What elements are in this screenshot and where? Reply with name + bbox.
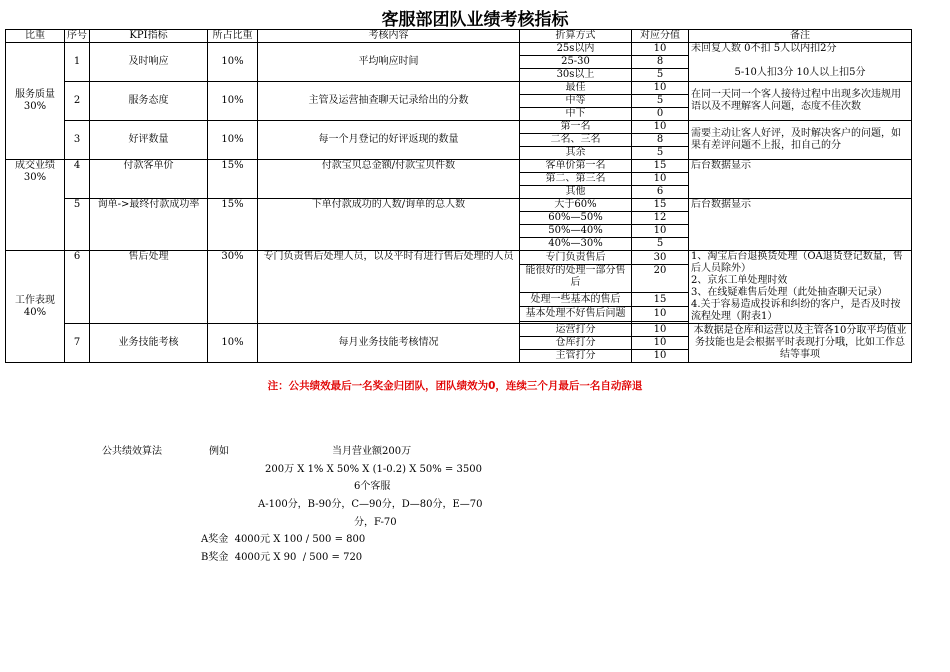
table-row — [6, 324, 912, 337]
row-no: 2 — [65, 82, 90, 121]
remark-cell: 需要主动让客人好评，及时解决客户的问题，如果有差评问题不上报，扣自己的分 — [689, 121, 912, 160]
calc-revenue: 当月营业额200万 — [332, 446, 412, 457]
group-weight: 30% — [23, 172, 47, 183]
method-cell: 处理一些基本的售后 — [520, 293, 632, 307]
remark-line: 未回复人数 0不扣 5人以内扣2分 — [691, 43, 837, 54]
kpi-table — [5, 29, 912, 363]
score-cell: 20 — [632, 265, 689, 293]
group-name: 工作表现 — [15, 294, 55, 306]
remark-cell — [689, 251, 912, 324]
table-header-row — [6, 30, 912, 43]
score-cell: 6 — [632, 186, 689, 199]
method-cell: 中下 — [520, 108, 632, 121]
score-cell: 10 — [632, 350, 689, 363]
score-cell: 10 — [632, 121, 689, 134]
method-cell: 50%—40% — [520, 225, 632, 238]
row-kpi: 业务技能考核 — [90, 324, 208, 363]
calc-label: 公共绩效算法 — [102, 446, 162, 457]
method-cell: 其他 — [520, 186, 632, 199]
score-cell: 8 — [632, 134, 689, 147]
remark-cell: 本数据是仓库和运营以及主管各10分取平均值业务技能也是会根据平时表现打分哦，比如工作总结等事项 — [689, 324, 912, 363]
method-cell: 最佳 — [520, 82, 632, 95]
row-ratio: 10% — [208, 82, 258, 121]
score-cell: 5 — [632, 95, 689, 108]
row-ratio: 15% — [208, 160, 258, 199]
row-kpi: 及时响应 — [90, 43, 208, 82]
score-cell: 10 — [632, 82, 689, 95]
row-kpi: 售后处理 — [90, 251, 208, 324]
calc-bonus-a: A奖金 4000元 X 100 / 500 = 800 — [201, 534, 366, 545]
row-content: 主管及运营抽查聊天记录给出的分数 — [258, 82, 520, 121]
group-cell — [6, 43, 65, 160]
row-no: 6 — [65, 251, 90, 324]
score-cell: 5 — [632, 69, 689, 82]
table-row — [6, 251, 912, 265]
group-name: 成交业绩 — [15, 160, 55, 171]
table-row — [6, 199, 912, 212]
calc-grades-line2: 分，F-70 — [354, 517, 397, 528]
calc-bonus-b: B奖金 4000元 X 90 / 500 = 720 — [201, 552, 363, 563]
score-cell: 5 — [632, 147, 689, 160]
score-cell: 10 — [632, 324, 689, 337]
group-weight: 30% — [23, 101, 47, 112]
row-no: 5 — [65, 199, 90, 251]
header-content: 考核内容 — [258, 30, 520, 43]
score-cell: 0 — [632, 108, 689, 121]
method-cell: 客单价第一名 — [520, 160, 632, 173]
warning-note: 注：公共绩效最后一名奖金归团队，团队绩效为0，连续三个月最后一名自动辞退 — [267, 380, 643, 392]
table-row — [6, 160, 912, 173]
method-cell: 第一名 — [520, 121, 632, 134]
score-cell: 15 — [632, 160, 689, 173]
remark-cell: 后台数据显示 — [689, 160, 912, 199]
row-no: 7 — [65, 324, 90, 363]
score-cell: 15 — [632, 199, 689, 212]
group-cell — [6, 160, 65, 251]
row-ratio: 10% — [208, 324, 258, 363]
method-cell: 能很好的处理一部分售后 — [520, 265, 632, 293]
header-ratio: 所占比重 — [208, 30, 258, 43]
method-cell: 中等 — [520, 95, 632, 108]
row-content: 专门负责售后处理人员，以及平时有进行售后处理的人员 — [258, 251, 520, 324]
remark-line: 1、淘宝后台退换货处理（OA退货登记数量，售后人员除外） — [691, 251, 903, 274]
row-content: 每月业务技能考核情况 — [258, 324, 520, 363]
row-kpi: 付款客单价 — [90, 160, 208, 199]
row-content: 每一个月登记的好评返现的数量 — [258, 121, 520, 160]
row-content: 付款宝贝总金额/付款宝贝件数 — [258, 160, 520, 199]
remark-line: 2、京东工单处理时效 — [691, 275, 788, 286]
method-cell: 二名、三名 — [520, 134, 632, 147]
score-cell: 12 — [632, 212, 689, 225]
row-no: 4 — [65, 160, 90, 199]
method-cell: 主管打分 — [520, 350, 632, 363]
remark-cell: 后台数据显示 — [689, 199, 912, 251]
table-row — [6, 121, 912, 134]
header-kpi: KPI指标 — [90, 30, 208, 43]
row-ratio: 10% — [208, 121, 258, 160]
header-remark: 备注 — [689, 30, 912, 43]
remark-line: 3、在线疑难售后处理（此处抽查聊天记录） — [691, 287, 888, 298]
score-cell: 10 — [632, 307, 689, 321]
method-cell: 30s以上 — [520, 69, 632, 82]
method-cell: 专门负责售后 — [520, 251, 632, 265]
calc-grades-line1: A-100分，B-90分，C—90分，D—80分，E—70 — [258, 499, 483, 510]
method-cell: 其余 — [520, 147, 632, 160]
row-content: 下单付款成功的人数/询单的总人数 — [258, 199, 520, 251]
row-ratio: 30% — [208, 251, 258, 324]
remark-line: 5-10人扣3分 10人以上扣5分 — [734, 67, 866, 78]
score-cell: 5 — [632, 238, 689, 251]
header-no: 序号 — [65, 30, 90, 43]
group-name: 服务质量 — [15, 89, 55, 100]
calc-staff: 6个客服 — [354, 481, 391, 492]
method-cell: 25-30 — [520, 56, 632, 69]
row-kpi: 好评数量 — [90, 121, 208, 160]
method-cell: 第二、第三名 — [520, 173, 632, 186]
page-title: 客服部团队业绩考核指标 — [381, 10, 569, 30]
score-cell: 10 — [632, 225, 689, 238]
header-method: 折算方式 — [520, 30, 632, 43]
remark-line: 4.关于容易造成投诉和纠纷的客户，是否及时按流程处理（附表1） — [691, 299, 901, 322]
row-kpi: 询单->最终付款成功率 — [90, 199, 208, 251]
group-cell — [6, 251, 65, 363]
row-ratio: 10% — [208, 43, 258, 82]
remark-cell: 在同一天同一个客人接待过程中出现多次违规用语以及不理解客人问题，态度不佳次数 — [689, 82, 912, 121]
method-cell: 40%—30% — [520, 238, 632, 251]
table-row — [6, 43, 912, 56]
header-weight: 比重 — [6, 30, 65, 43]
score-cell: 8 — [632, 56, 689, 69]
row-ratio: 15% — [208, 199, 258, 251]
method-cell: 仓库打分 — [520, 337, 632, 350]
calc-example-label: 例如 — [209, 446, 229, 457]
method-cell: 25s以内 — [520, 43, 632, 56]
table-row — [6, 82, 912, 95]
header-score: 对应分值 — [632, 30, 689, 43]
score-cell: 10 — [632, 173, 689, 186]
score-cell: 15 — [632, 293, 689, 307]
method-cell: 大于60% — [520, 199, 632, 212]
method-cell: 运营打分 — [520, 324, 632, 337]
score-cell: 30 — [632, 251, 689, 265]
row-no: 3 — [65, 121, 90, 160]
method-cell: 基本处理不好售后问题 — [520, 307, 632, 321]
score-cell: 10 — [632, 337, 689, 350]
score-cell: 10 — [632, 43, 689, 56]
row-content: 平均响应时间 — [258, 43, 520, 82]
row-no: 1 — [65, 43, 90, 82]
calc-formula: 200万 X 1% X 50% X (1-0.2) X 50% = 3500 — [265, 464, 482, 475]
method-cell: 60%—50% — [520, 212, 632, 225]
group-weight: 40% — [23, 306, 47, 318]
remark-cell — [689, 43, 912, 82]
row-kpi: 服务态度 — [90, 82, 208, 121]
